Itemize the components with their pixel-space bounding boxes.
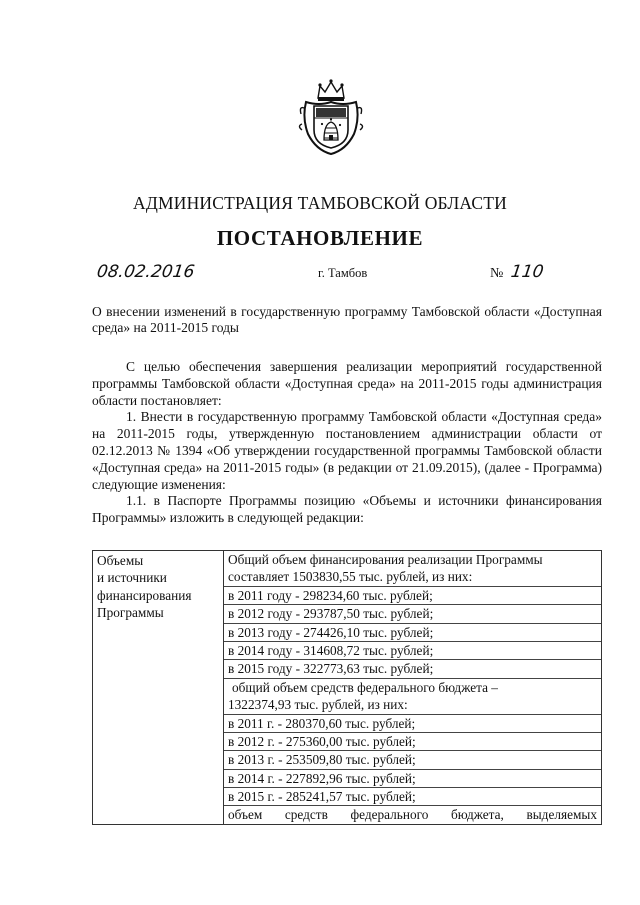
financing-table	[92, 550, 602, 825]
paragraph: С целью обеспечения завершения реализации мероприятий государственной программы Тамбовской области «Доступная среда» на 2011-2015 годы администрация области постановляет:	[92, 359, 602, 408]
label-line: и источники	[97, 570, 167, 586]
value-line: общий объем средств федерального бюджета –	[232, 679, 498, 695]
label-line: Программы	[97, 605, 164, 621]
value-line: составляет 1503830,55 тыс. рублей, из них:	[224, 568, 601, 586]
label-line: Объемы	[97, 553, 144, 568]
document-number: 110	[509, 262, 545, 282]
value-line: в 2013 году - 274426,10 тыс. рублей;	[224, 624, 601, 642]
value-line: Общий объем финансирования реализации Программы	[228, 552, 543, 567]
value-line: в 2011 г. - 280370,60 тыс. рублей;	[224, 715, 601, 733]
paragraph: 1. Внести в государственную программу Тамбовской области «Доступная среда» на 2011-2015 годы, утвержденную постановлением администрации области от 02.12.2013 № 1394 «Об утверждении государственной программы Тамбовской области «Доступная среда» на 2011-2015 годы» (в редакции от 21.09.2015), (далее - Программа) следующие изменения:	[92, 409, 602, 492]
value-line: в 2014 г. - 227892,96 тыс. рублей;	[224, 770, 601, 788]
document-subject: О внесении изменений в государственную программу Тамбовской области «Доступная среда» на 2011-2015 годы	[92, 304, 602, 335]
coat-of-arms-emblem	[296, 78, 366, 158]
table-row	[93, 551, 602, 825]
document-body	[92, 359, 602, 527]
organization-title: АДМИНИСТРАЦИЯ ТАМБОВСКОЙ ОБЛАСТИ	[133, 193, 507, 213]
value-line: в 2011 году - 298234,60 тыс. рублей;	[224, 587, 601, 605]
value-line: в 2014 году - 314608,72 тыс. рублей;	[224, 642, 601, 660]
value-line: в 2015 г. - 285241,57 тыс. рублей;	[224, 788, 601, 806]
value-line: 1322374,93 тыс. рублей, из них:	[224, 696, 601, 714]
document-city: г. Тамбов	[318, 266, 368, 280]
value-line: в 2015 году - 322773,63 тыс. рублей;	[224, 660, 601, 678]
value-line: в 2013 г. - 253509,80 тыс. рублей;	[224, 751, 601, 769]
value-line: в 2012 г. - 275360,00 тыс. рублей;	[224, 733, 601, 751]
document-date: 08.02.2016	[95, 262, 196, 282]
paragraph: 1.1. в Паспорте Программы позицию «Объемы и источники финансирования Программы» изложить в следующей редакции:	[92, 493, 602, 526]
label-line: финансирования	[97, 587, 192, 603]
document-number-block	[490, 262, 543, 282]
value-line: объем средств федерального бюджета, выделяемых	[228, 807, 597, 823]
value-line: в 2012 году - 293787,50 тыс. рублей;	[224, 605, 601, 623]
document-type-title: ПОСТАНОВЛЕНИЕ	[216, 226, 424, 250]
financing-values-cell	[224, 551, 602, 825]
number-label: №	[490, 266, 504, 281]
financing-label-cell	[93, 551, 224, 825]
